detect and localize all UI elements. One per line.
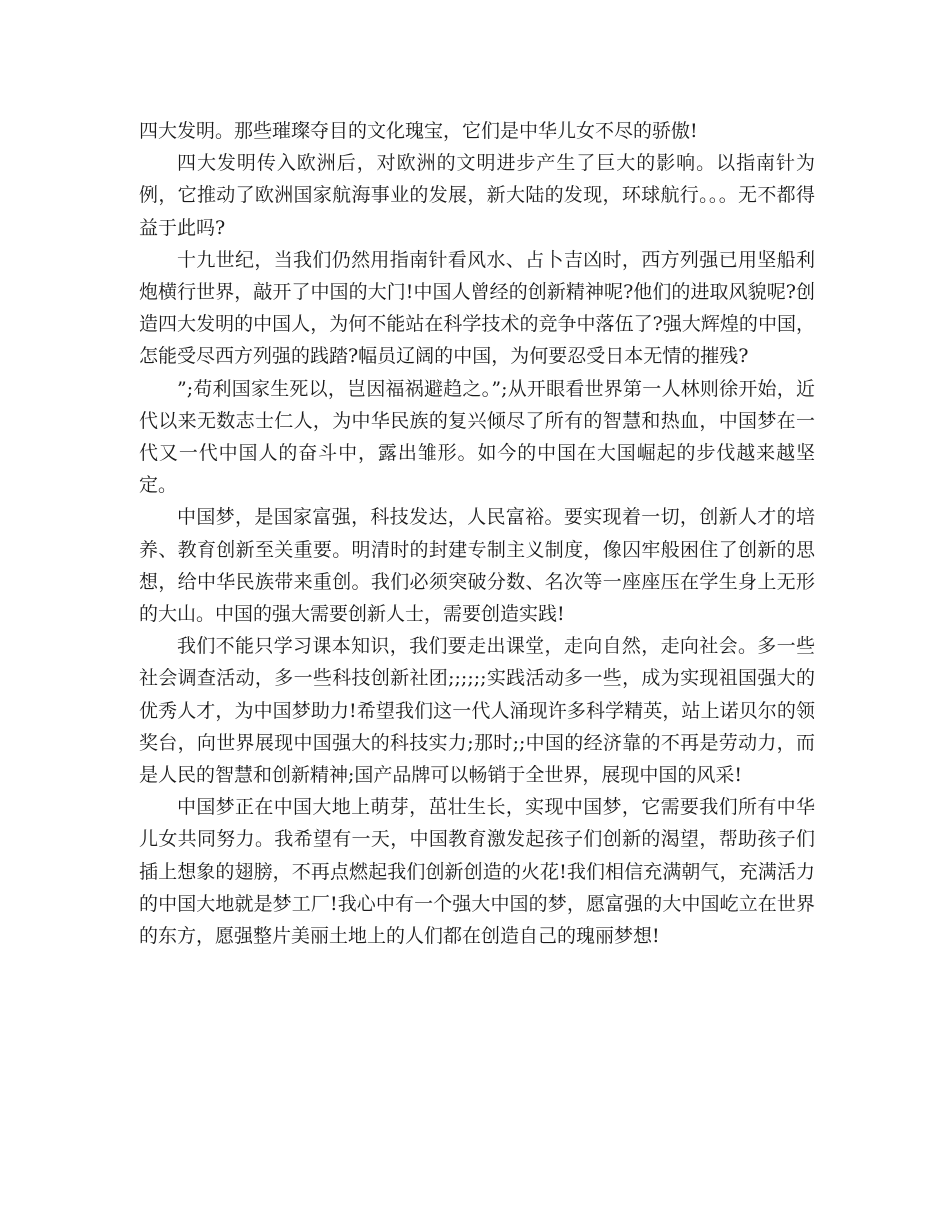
paragraph-4: ”;苟利国家生死以，岂因福祸避趋之。”;从开眼看世界第一人林则徐开始，近代以来无数志士仁人，为中华民族的复兴倾尽了所有的智慧和热血，中国梦在一代又一代中国人的奋斗中，露出雏形。如今的中国在大国崛起的步伐越来越坚定。 (139, 377, 815, 497)
paragraph-1: 四大发明。那些璀璨夺目的文化瑰宝，它们是中华儿女不尽的骄傲! (139, 120, 698, 142)
paragraph-6: 我们不能只学习课本知识，我们要走出课堂，走向自然，走向社会。多一些社会调查活动，多一些科技创新社团;;;;;;实践活动多一些，成为实现祖国强大的优秀人才，为中国梦助力!希望我们这一代人涌现许多科学精英，站上诺贝尔的领奖台，向世界展现中国强大的科技实力;那时;;中国的经济靠的不再是劳动力，而是人民的智慧和创新精神;国产品牌可以畅销于全世界，展现中国的风采! (139, 635, 815, 787)
paragraph-7: 中国梦正在中国大地上萌芽，茁壮生长，实现中国梦，它需要我们所有中华儿女共同努力。我希望有一天，中国教育激发起孩子们创新的渴望，帮助孩子们插上想象的翅膀，不再点燃起我们创新创造的火花!我们相信充满朝气，充满活力的中国大地就是梦工厂!我心中有一个强大中国的梦，愿富强的大中国屹立在世界的东方，愿强整片美丽土地上的人们都在创造自己的瑰丽梦想! (139, 796, 815, 948)
paragraph-3: 十九世纪，当我们仍然用指南针看风水、占卜吉凶时，西方列强已用坚船利炮横行世界，敲开了中国的大门!中国人曾经的创新精神呢?他们的进取风貌呢?创造四大发明的中国人，为何不能站在科学技术的竞争中落伍了?强大辉煌的中国，怎能受尽西方列强的践踏?幅员辽阔的中国，为何要忍受日本无情的摧残? (139, 248, 815, 368)
paragraph-2: 四大发明传入欧洲后，对欧洲的文明进步产生了巨大的影响。以指南针为例，它推动了欧洲国家航海事业的发展，新大陆的发现，环球航行。。。无不都得益于此吗? (139, 152, 815, 239)
document-body (139, 115, 815, 952)
paragraph-5: 中国梦，是国家富强，科技发达，人民富裕。要实现着一切，创新人才的培养、教育创新至关重要。明清时的封建专制主义制度，像囚牢般困住了创新的思想，给中华民族带来重创。我们必须突破分数、名次等一座座压在学生身上无形的大山。中国的强大需要创新人士，需要创造实践! (139, 506, 815, 626)
